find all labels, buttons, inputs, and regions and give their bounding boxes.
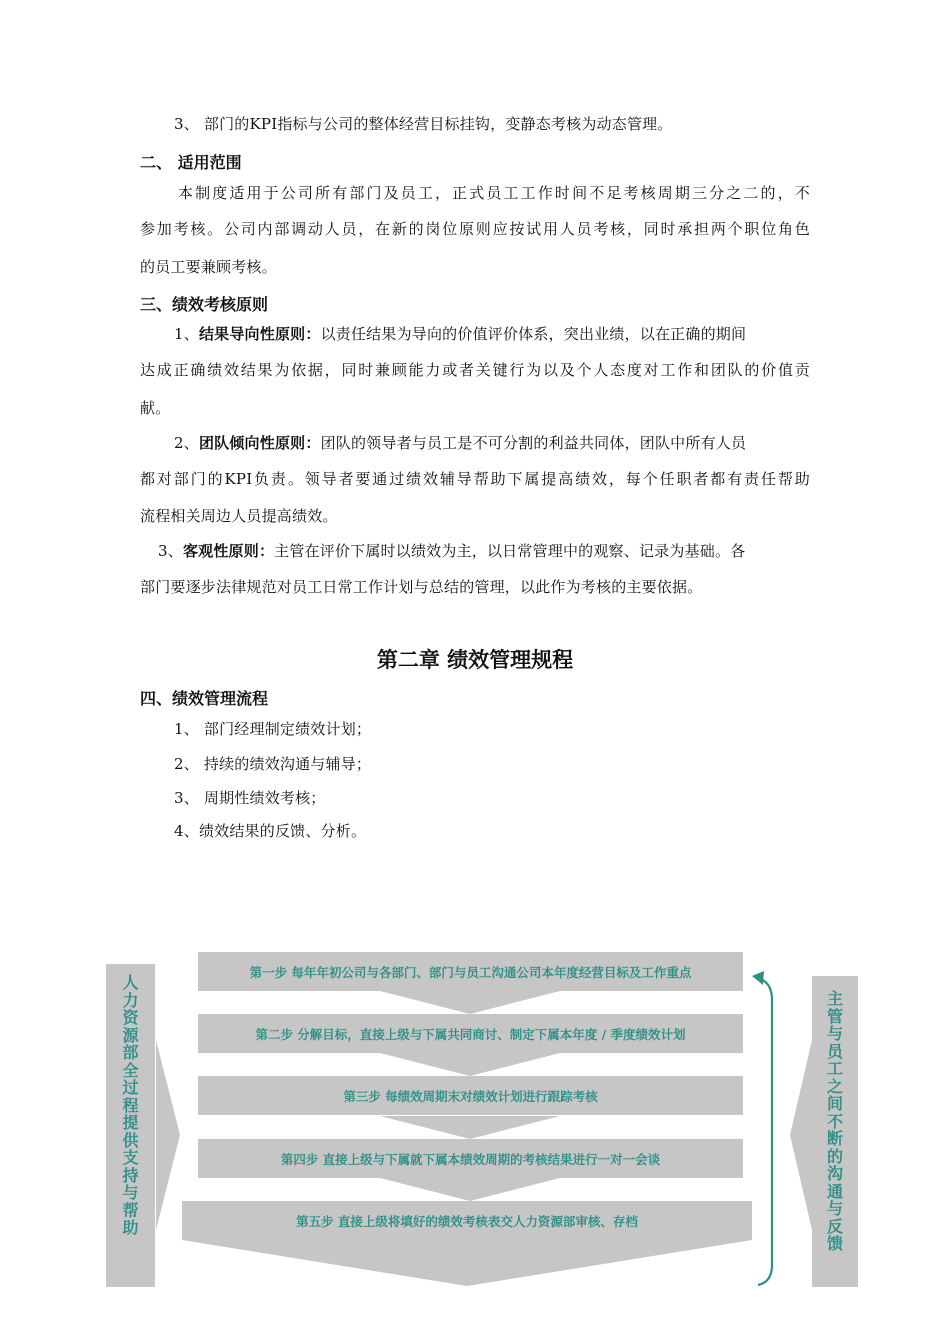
down-arrow-final [182, 1240, 752, 1286]
left-arrow-head [156, 1040, 180, 1230]
paragraph-kpi: 3、 部门的KPI指标与公司的整体经营目标挂钩，变静态考核为动态管理。 [174, 115, 673, 133]
feedback-bracket-arrow [758, 978, 772, 1285]
principle-2-line-2: 都对部门的KPI负责。领导者要通过绩效辅导帮助下属提高绩效，每个任职者都有责任帮助 [140, 470, 810, 488]
feedback-bracket-arrow-head [752, 971, 764, 985]
principle-number: 2、 [174, 434, 199, 452]
section-heading-principles: 三、绩效考核原则 [140, 295, 269, 314]
principle-1-line-3: 献。 [140, 399, 171, 417]
scope-line-2: 参加考核。公司内部调动人员，在新的岗位原则应按试用人员考核，同时承担两个职位角色 [140, 220, 810, 238]
principle-number: 1、 [174, 325, 199, 343]
principle-number: 3、 [158, 542, 183, 560]
section-heading-scope: 二、 适用范围 [140, 153, 242, 172]
flow-step-1: 第一步 每年年初公司与各部门、部门与员工沟通公司本年度经营目标及工作重点 [198, 952, 743, 991]
principle-text: 团队的领导者与员工是不可分割的利益共同体，团队中所有人员 [320, 434, 747, 452]
scope-line-1: 本制度适用于公司所有部门及员工，正式员工工作时间不足考核周期三分之二的，不 [178, 184, 810, 202]
principle-1-line-2: 达成正确绩效结果为依据，同时兼顾能力或者关键行为以及个人态度对工作和团队的价值贡 [140, 361, 810, 379]
section-heading-process: 四、绩效管理流程 [140, 689, 269, 708]
scope-line-3: 的员工要兼顾考核。 [140, 258, 277, 276]
down-chevron-4 [380, 1178, 560, 1201]
left-support-bar [106, 964, 155, 1287]
down-chevron-2 [380, 1053, 560, 1076]
left-support-label: 人力资源部全过程提供支持与帮助 [122, 973, 139, 1237]
principle-title: 团队倾向性原则： [198, 434, 321, 452]
right-arrow-head [790, 1040, 812, 1230]
right-feedback-bar [812, 976, 858, 1287]
down-chevron-3 [380, 1116, 560, 1139]
principle-text: 主管在评价下属时以绩效为主，以日常管理中的观察、记录为基础。各 [274, 542, 746, 560]
principle-3-line-2: 部门要逐步法律规范对员工日常工作计划与总结的管理，以此作为考核的主要依据。 [140, 578, 703, 596]
right-feedback-label: 主管与员工之间不断的沟通与反馈 [826, 989, 843, 1253]
process-item-3: 3、 周期性绩效考核； [174, 789, 326, 807]
down-chevron-1 [380, 991, 560, 1014]
process-item-2: 2、 持续的绩效沟通与辅导； [174, 755, 372, 773]
process-item-1: 1、 部门经理制定绩效计划； [174, 720, 372, 738]
flow-step-4: 第四步 直接上级与下属就下属本绩效周期的考核结果进行一对一会谈 [198, 1139, 743, 1178]
flow-step-3: 第三步 每绩效周期末对绩效计划进行跟踪考核 [198, 1076, 743, 1115]
principle-2-line-3: 流程相关周边人员提高绩效。 [140, 507, 338, 525]
chapter-title: 第二章 绩效管理规程 [376, 648, 574, 672]
process-item-4: 4、绩效结果的反馈、分析。 [174, 822, 367, 840]
principle-title: 客观性原则： [182, 542, 275, 560]
flow-step-5: 第五步 直接上级将填好的绩效考核表交人力资源部审核、存档 [182, 1201, 752, 1240]
principle-text: 以责任结果为导向的价值评价体系，突出业绩，以在正确的期间 [320, 325, 747, 343]
principle-title: 结果导向性原则： [198, 325, 321, 343]
flow-step-2: 第二步 分解目标，直接上级与下属共同商讨、制定下属本年度 / 季度绩效计划 [198, 1014, 743, 1053]
